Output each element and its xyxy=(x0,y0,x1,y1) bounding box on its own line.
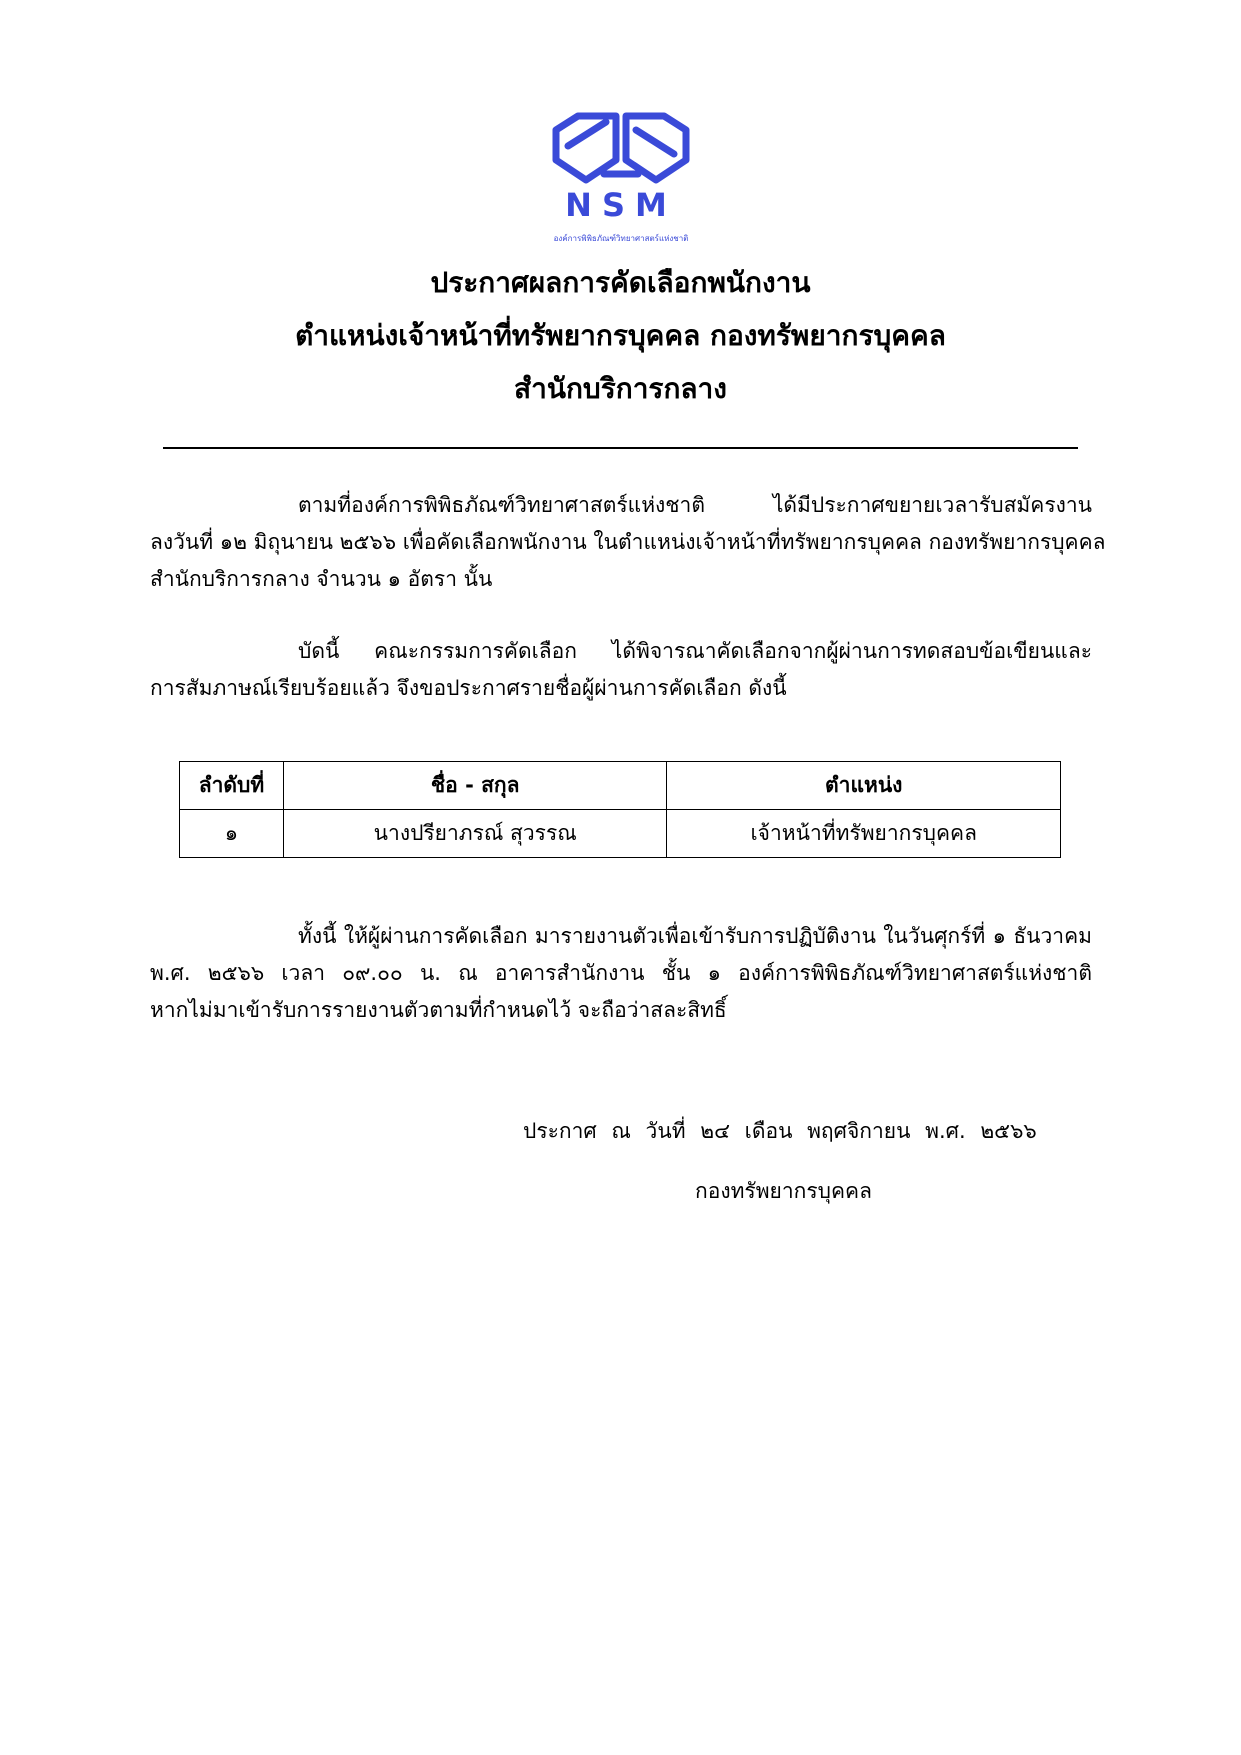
cell-position: เจ้าหน้าที่ทรัพยากรบุคคล xyxy=(667,810,1061,858)
paragraph-line: หากไม่มาเข้ารับการรายงานตัวตามที่กำหนดไว้ จะถือว่าสละสิทธิ์ xyxy=(150,998,727,1022)
nsm-logo-mark-icon xyxy=(546,108,696,228)
paragraph-line: ลงวันที่ ๑๒ มิถุนายน ๒๕๖๖ เพื่อคัดเลือกพนักงาน ในตำแหน่งเจ้าหน้าที่ทรัพยากรบุคคล กองทรัพยากรบุคคล xyxy=(150,530,1106,554)
paragraph-report-instructions xyxy=(150,918,1092,1029)
results-table xyxy=(179,761,1061,858)
issuing-department: กองทรัพยากรบุคคล xyxy=(695,1179,872,1203)
paragraph-line: สำนักบริการกลาง จำนวน ๑ อัตรา นั้น xyxy=(150,567,493,591)
paragraph-line: การสัมภาษณ์เรียบร้อยแล้ว จึงขอประกาศรายชื่อผู้ผ่านการคัดเลือก ดังนี้ xyxy=(150,676,787,700)
position-title: ตำแหน่งเจ้าหน้าที่ทรัพยากรบุคคล กองทรัพยากรบุคคล xyxy=(295,319,946,352)
paragraph-line: พ.ศ. ๒๕๖๖ เวลา ๐๙.๐๐ น. ณ อาคารสำนักงาน ชั้น ๑ องค์การพิพิธภัณฑ์วิทยาศาสตร์แห่งชาติ xyxy=(150,961,1092,985)
logo-text: NSM xyxy=(565,186,677,224)
column-header-order: ลำดับที่ xyxy=(180,762,284,810)
table-row xyxy=(180,810,1061,858)
table-header-row xyxy=(180,762,1061,810)
logo-subtitle: องค์การพิพิธภัณฑ์วิทยาศาสตร์แห่งชาติ xyxy=(553,234,689,243)
paragraph-line: ตามที่องค์การพิพิธภัณฑ์วิทยาศาสตร์แห่งชาติ ได้มีประกาศขยายเวลารับสมัครงาน xyxy=(298,493,1092,517)
office-title: สำนักบริการกลาง xyxy=(514,372,727,405)
page-title: ประกาศผลการคัดเลือกพนักงาน xyxy=(430,266,811,299)
column-header-position: ตำแหน่ง xyxy=(667,762,1061,810)
announcement-date: ประกาศ ณ วันที่ ๒๔ เดือน พฤศจิกายน พ.ศ. ๒๕๖๖ xyxy=(523,1119,1037,1143)
column-header-name: ชื่อ - สกุล xyxy=(283,762,667,810)
paragraph-line: บัดนี้ คณะกรรมการคัดเลือก ได้พิจารณาคัดเลือกจากผู้ผ่านการทดสอบข้อเขียนและ xyxy=(298,639,1092,663)
paragraph-line: ทั้งนี้ ให้ผู้ผ่านการคัดเลือก มารายงานตัวเพื่อเข้ารับการปฏิบัติงาน ในวันศุกร์ที่ ๑ ธันวาคม xyxy=(298,924,1092,948)
divider-line xyxy=(163,447,1078,449)
paragraph-announcement xyxy=(150,487,1106,598)
paragraph-selection xyxy=(150,633,1092,707)
nsm-logo xyxy=(546,108,696,248)
cell-name: นางปรียาภรณ์ สุวรรณ xyxy=(283,810,667,858)
cell-order: ๑ xyxy=(180,810,284,858)
